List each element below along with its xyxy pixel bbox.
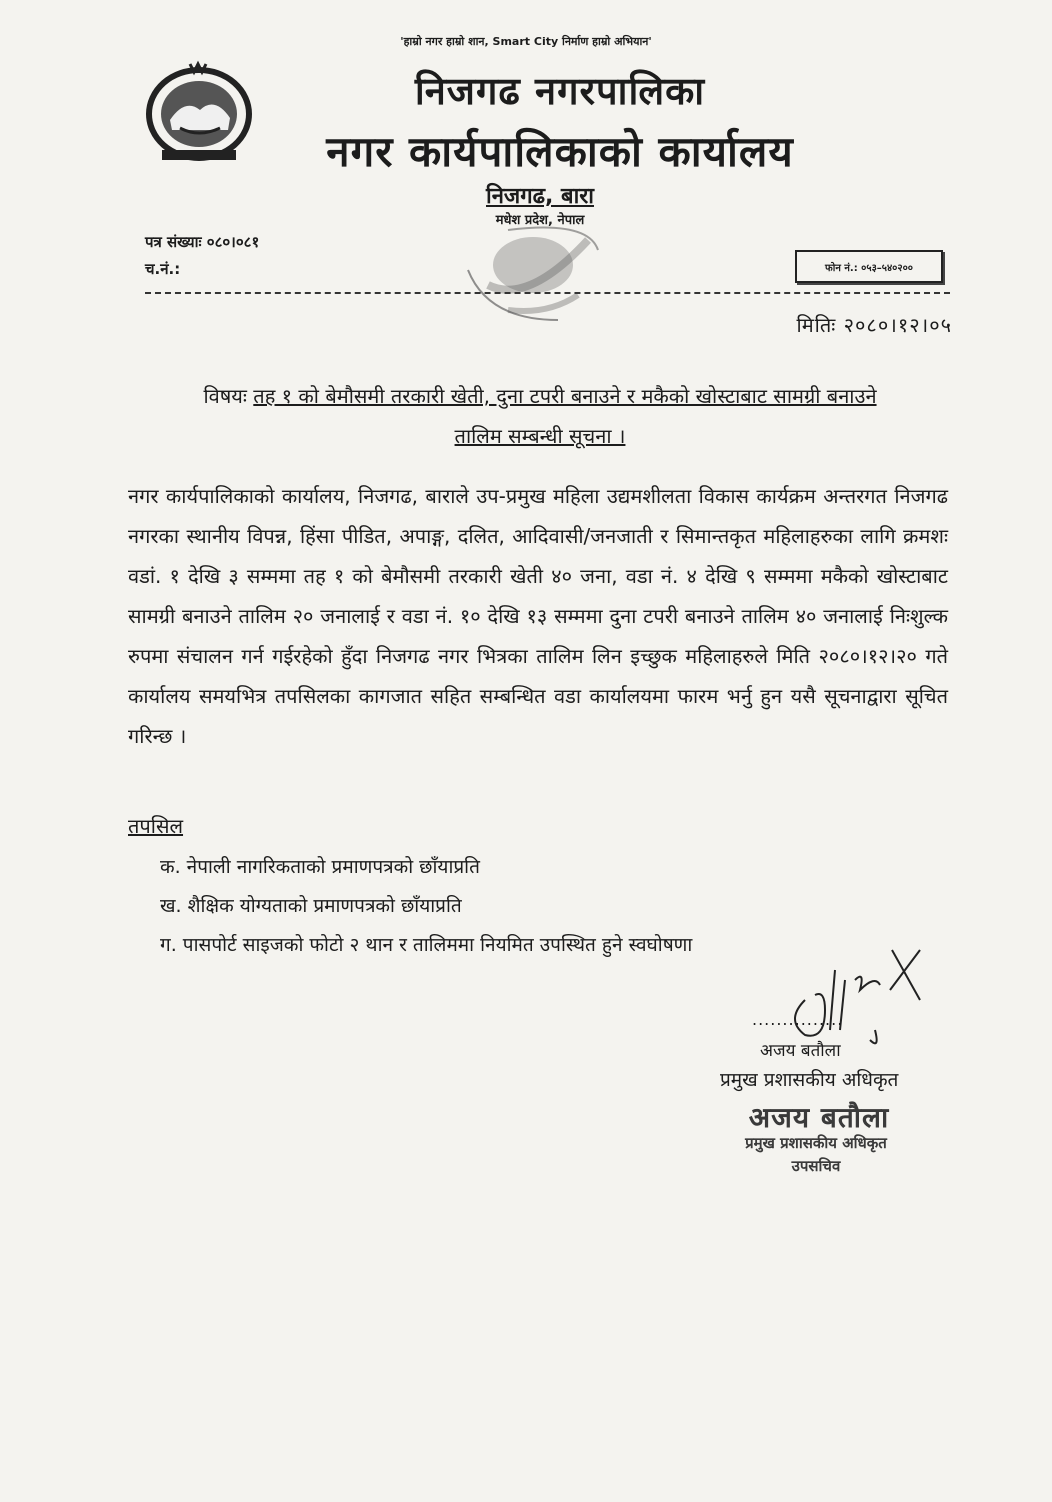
subject-line-2: तालिम सम्बन्धी सूचना । — [454, 424, 626, 448]
tapasil-heading: तपसिल — [128, 814, 184, 838]
name-stamp-post: प्रमुख प्रशासकीय अधिकृत — [745, 1134, 887, 1152]
list-item: ख. शैक्षिक योग्यताको प्रमाणपत्रको छाँयाप्रति — [160, 895, 462, 917]
list-item: क. नेपाली नागरिकताको प्रमाणपत्रको छाँयाप्रति — [160, 856, 480, 878]
signatory-name: अजय बतौला — [760, 1041, 841, 1061]
office-seal-icon — [448, 210, 618, 330]
municipality-title: निजगढ नगरपालिका — [414, 69, 706, 113]
signature-line: ............... — [752, 1010, 844, 1029]
letter-number: पत्र संख्याः ०८०।०८१ — [145, 233, 260, 251]
subject-label: विषयः — [203, 384, 247, 408]
name-stamp-name: अजय बतौला — [748, 1101, 890, 1134]
phone-number: फोन नं.: ०५३–५४०२०० — [825, 262, 913, 274]
name-stamp-rank: उपसचिव — [791, 1157, 841, 1175]
reference-block — [145, 229, 259, 283]
tapasil-list — [160, 848, 692, 965]
notice-body: नगर कार्यपालिकाको कार्यालय, निजगढ, बाराले उप-प्रमुख महिला उद्यमशीलता विकास कार्यक्रम अन्तरगत निजगढ नगरका स्थानीय विपन्न, हिंसा पीडित, अपाङ्ग, दलित, आदिवासी/जनजाती र सिमान्तकृत महिलाहरुका लागि क्रमशः वडां. १ देखि ३ सम्ममा तह १ को बेमौसमी तरकारी खेती ४० जना, वडा नं. ४ देखि ९ सम्ममा मकैको खोस्टाबाट सामग्री बनाउने तालिम २० जनालाई र वडा नं. १० देखि १३ सम्ममा दुना टपरी बनाउने तालिम ४० जनालाई निःशुल्क रुपमा संचालन गर्न गईरहेको हुँदा निजगढ नगर भित्रका तालिम लिन इच्छुक महिलाहरुले मिति २०८०।१२।२० गते कार्यालय समयभित्र तपसिलका कागजात सहित सम्बन्धित वडा कार्यालयमा फारम भर्नु हुन यसै सूचनाद्वारा सूचित गरिन्छ । — [128, 484, 948, 748]
header-divider — [145, 292, 950, 294]
subject-line-1: तह १ को बेमौसमी तरकारी खेती, दुना टपरी बनाउने र मकैको खोस्टाबाट सामग्री बनाउने — [253, 384, 877, 408]
motto: 'हाम्रो नगर हाम्रो शान, Smart City निर्माण हाम्रो अभियान' — [400, 35, 652, 48]
office-place: निजगढ, बारा — [486, 184, 594, 209]
signatory-post: प्रमुख प्रशासकीय अधिकृत — [720, 1069, 899, 1091]
handwritten-signature-icon — [780, 940, 930, 1050]
dispatch-number: च.नं.: — [145, 260, 181, 278]
nepal-emblem-icon — [140, 58, 258, 164]
phone-box — [795, 250, 943, 283]
office-province: मधेश प्रदेश, नेपाल — [495, 213, 585, 228]
letter-date: मितिः २०८०।१२।०५ — [796, 313, 952, 337]
subject-block — [130, 376, 950, 456]
list-item: ग. पासपोर्ट साइजको फोटो २ थान र तालिममा नियमित उपस्थित हुने स्वघोषणा — [160, 934, 693, 956]
office-title: नगर कार्यपालिकाको कार्यालय — [326, 127, 794, 176]
